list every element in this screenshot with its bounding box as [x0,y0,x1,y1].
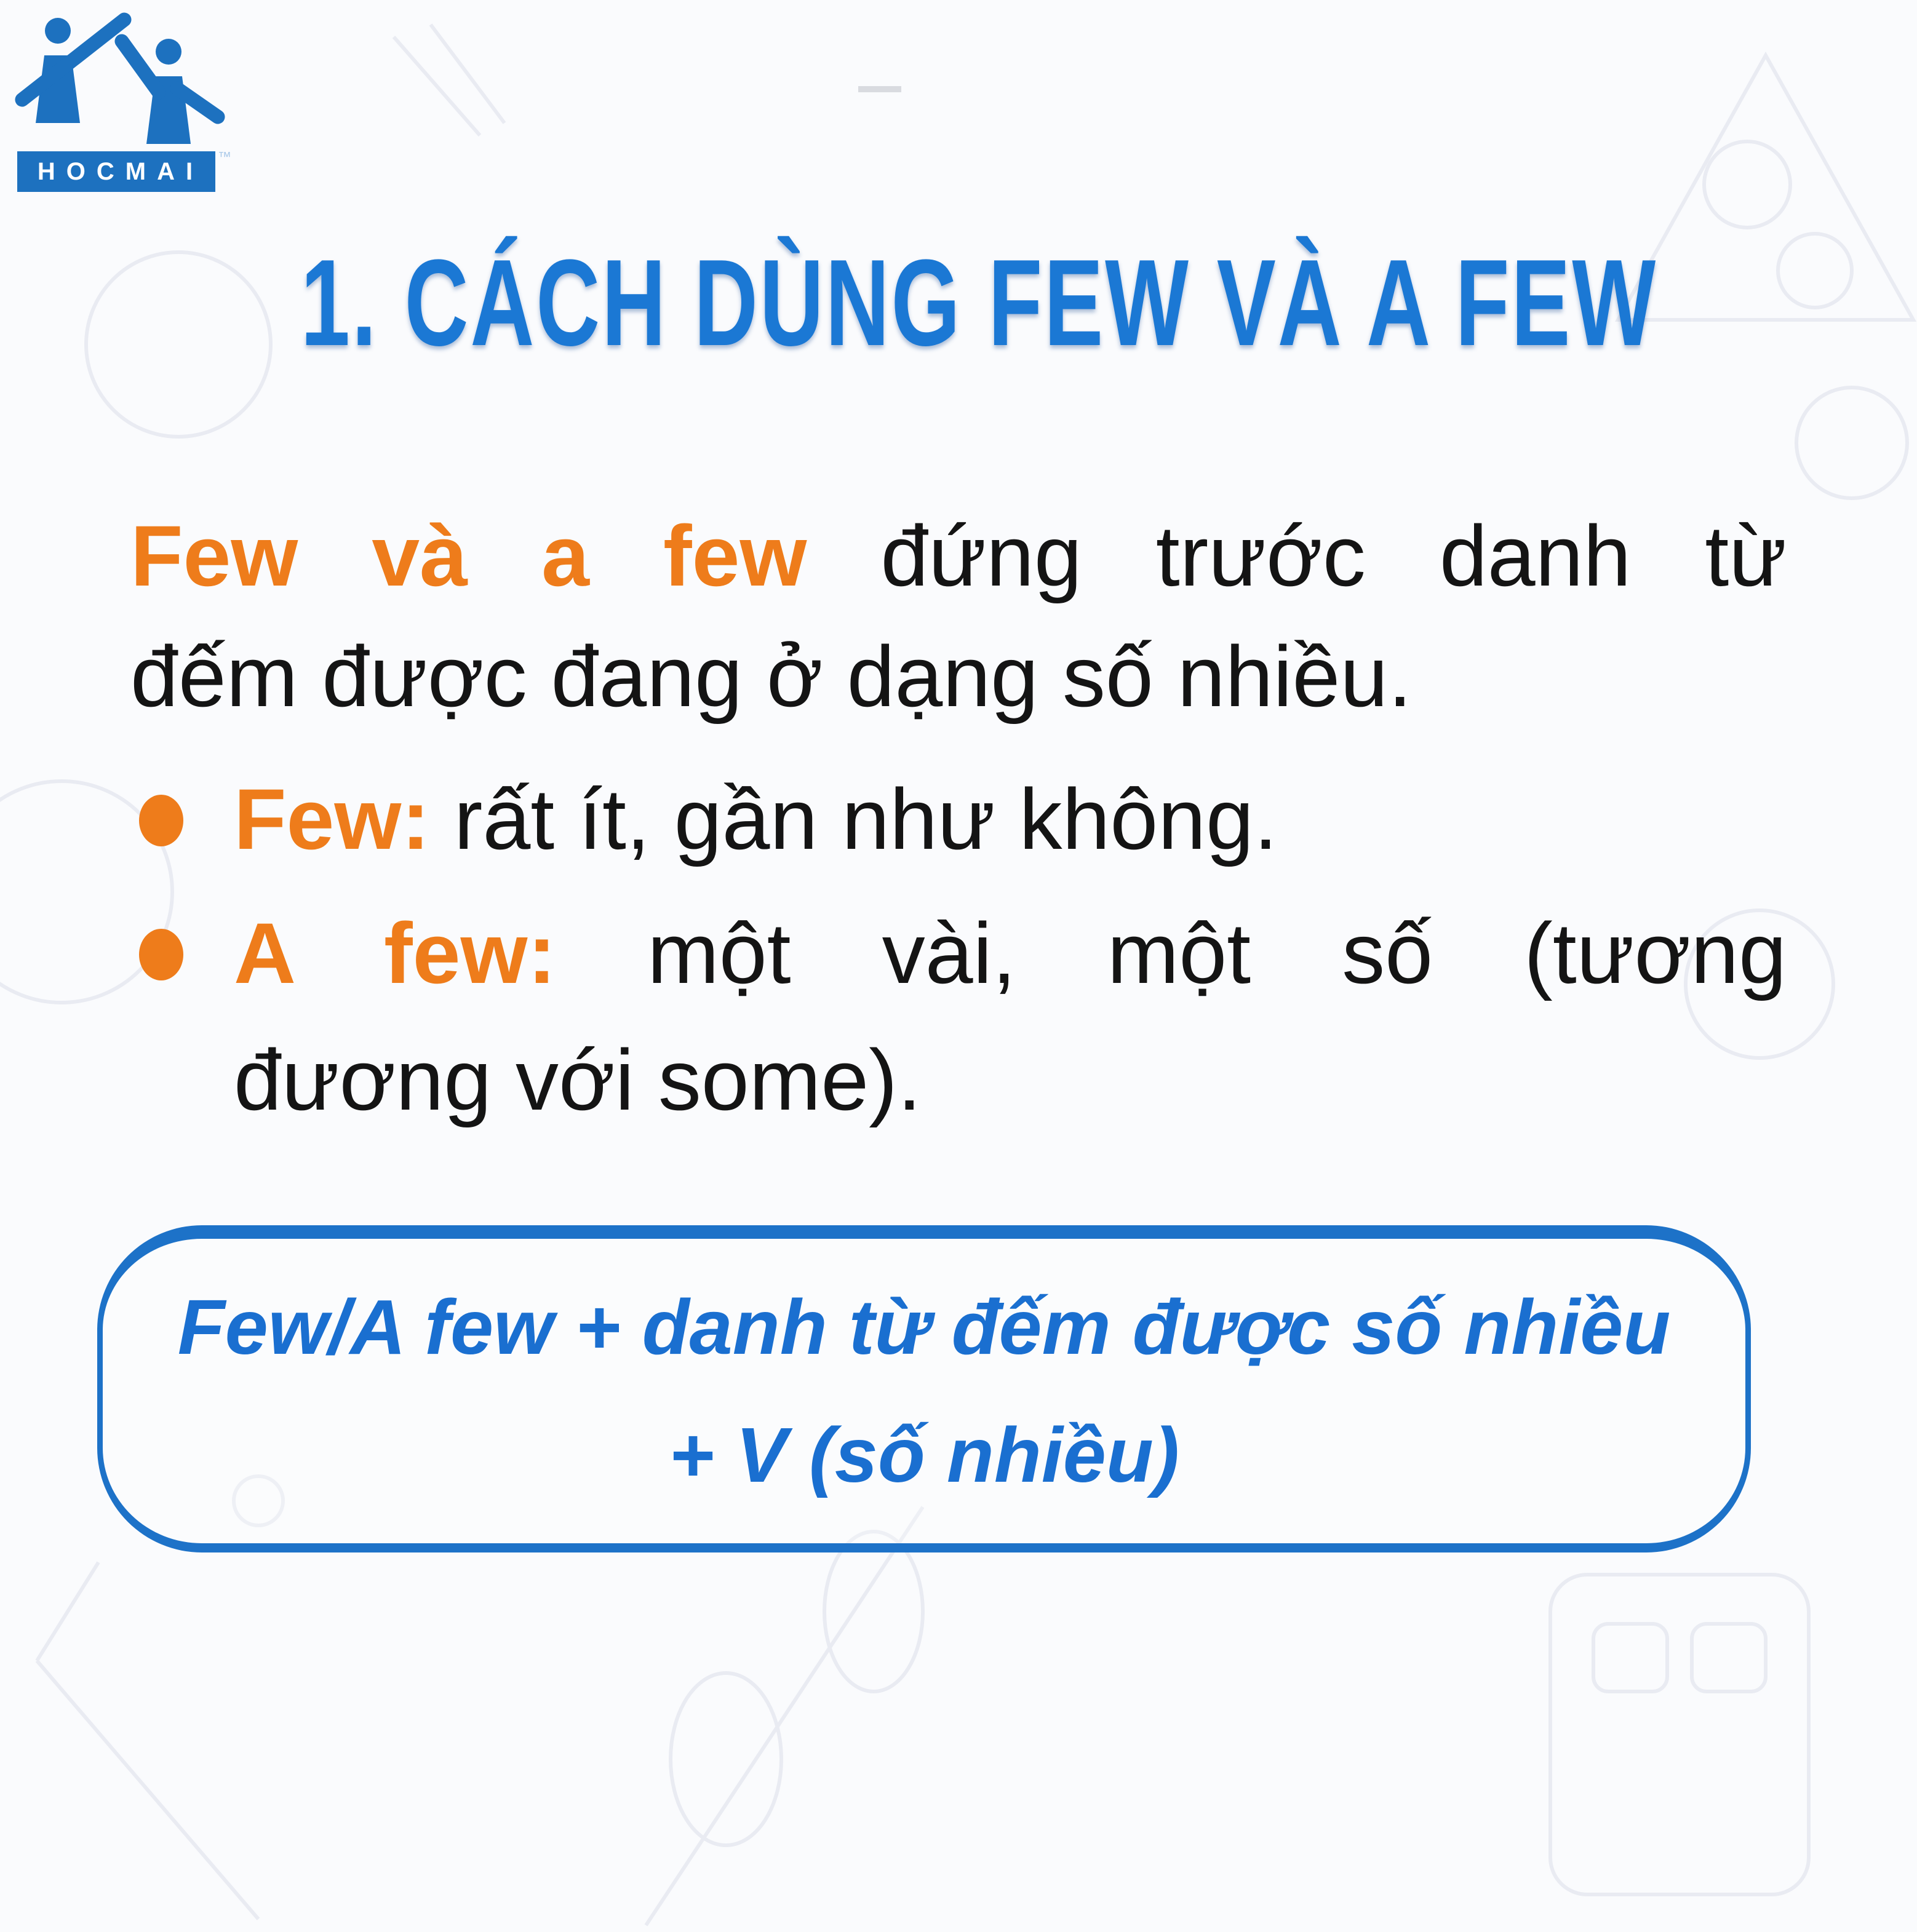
bullet-item-a-few [130,893,1787,1014]
intro-line-1 [130,496,1787,616]
formula-box [97,1225,1751,1552]
bullet-few-text: rất ít, gần như không. [453,771,1278,867]
hocmai-logo [14,7,231,204]
intro-line2-text: đếm được đang ở dạng số nhiều. [130,628,1413,725]
page-title [37,226,1815,380]
intro-highlight: Few và a few [130,507,807,604]
bullet-a-few-continuation-text: đương với some). [234,1032,922,1128]
bullet-a-few-continuation [130,1020,1787,1140]
bullet-few-term: Few: [234,771,430,867]
bullet-a-few-text: một vài, một số (tương [647,905,1787,1001]
bullet-dot-icon [139,929,183,980]
logo-brand-text: HOCMAI [37,157,204,185]
intro-line-2 [130,616,1787,737]
page-title-text: 1. CÁCH DÙNG FEW VÀ A FEW [300,234,1658,372]
formula-line-1: Few/A few + danh từ đếm được số nhiều [177,1283,1671,1370]
bullet-dot-icon [139,795,183,846]
bullet-item-few [130,759,1787,880]
trademark-symbol: ™ [218,149,231,164]
bullet-a-few-term: A few: [234,905,557,1001]
intro-line1-rest: đứng trước danh từ [880,507,1787,604]
logo-wordmark [17,151,215,192]
lesson-body [130,496,1787,1140]
formula-line-2: + V (số nhiều) [669,1411,1179,1498]
